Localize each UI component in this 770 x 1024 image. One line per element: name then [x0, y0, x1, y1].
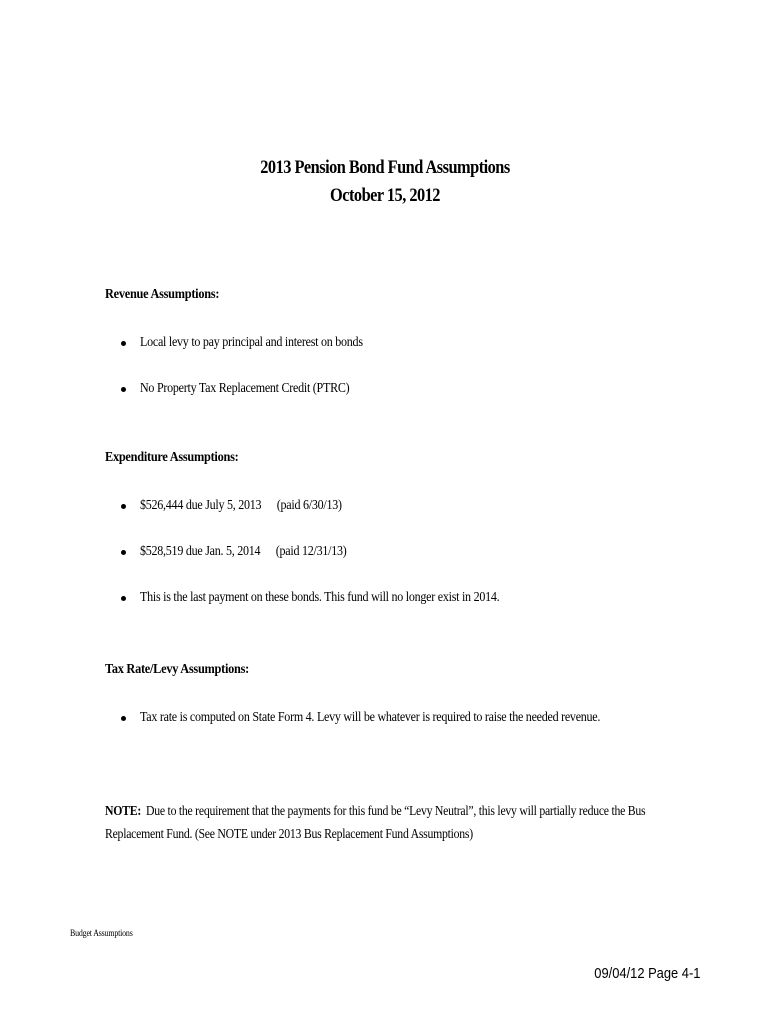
- list-item: [121, 498, 725, 520]
- expenditure-heading: Expenditure Assumptions:: [105, 450, 239, 465]
- footer-left: Budget Assumptions: [70, 928, 133, 938]
- bullet-icon: [121, 596, 126, 601]
- list-item-text: Tax rate is computed on State Form 4. Levy will be whatever is required to raise the needed revenue.: [140, 710, 601, 725]
- tax-heading: Tax Rate/Levy Assumptions:: [105, 662, 249, 677]
- list-item: [121, 335, 725, 357]
- title-line-1: 2013 Pension Bond Fund Assumptions: [260, 157, 510, 178]
- bullet-icon: [121, 387, 126, 392]
- expenditure-section: [105, 450, 725, 612]
- list-item-text: [140, 498, 342, 514]
- bullet-icon: [121, 341, 126, 346]
- title-line-2: October 15, 2012: [330, 185, 440, 206]
- payment-amount: $528,519 due Jan. 5, 2014: [140, 544, 261, 559]
- list-item: [121, 381, 725, 403]
- list-item-text: No Property Tax Replacement Credit (PTRC): [140, 381, 350, 396]
- list-item: [121, 710, 725, 732]
- note-label: NOTE:: [105, 804, 141, 819]
- note-text: Due to the requirement that the payments for this fund be “Levy Neutral”, this levy will partially reduce the Bus Replacement Fund. (See NOTE under 2013 Bus Replacement Fund Assumptions): [105, 804, 646, 842]
- list-item-text: Local levy to pay principal and interest on bonds: [140, 335, 363, 350]
- list-item-text: This is the last payment on these bonds. This fund will no longer exist in 2014.: [140, 590, 500, 605]
- revenue-section: [105, 287, 725, 403]
- payment-paid-date: (paid 12/31/13): [275, 544, 347, 559]
- payment-paid-date: (paid 6/30/13): [276, 498, 342, 513]
- bullet-icon: [121, 504, 126, 509]
- revenue-heading: Revenue Assumptions:: [105, 287, 220, 302]
- note-paragraph: [105, 800, 676, 846]
- bullet-icon: [121, 716, 126, 721]
- list-item: [121, 544, 725, 566]
- list-item: [121, 590, 725, 612]
- footer-page-number: 09/04/12 Page 4-1: [593, 965, 700, 982]
- tax-section: [105, 662, 725, 732]
- document-title: [0, 154, 770, 210]
- bullet-icon: [121, 550, 126, 555]
- payment-amount: $526,444 due July 5, 2013: [140, 498, 262, 513]
- list-item-text: [140, 544, 346, 560]
